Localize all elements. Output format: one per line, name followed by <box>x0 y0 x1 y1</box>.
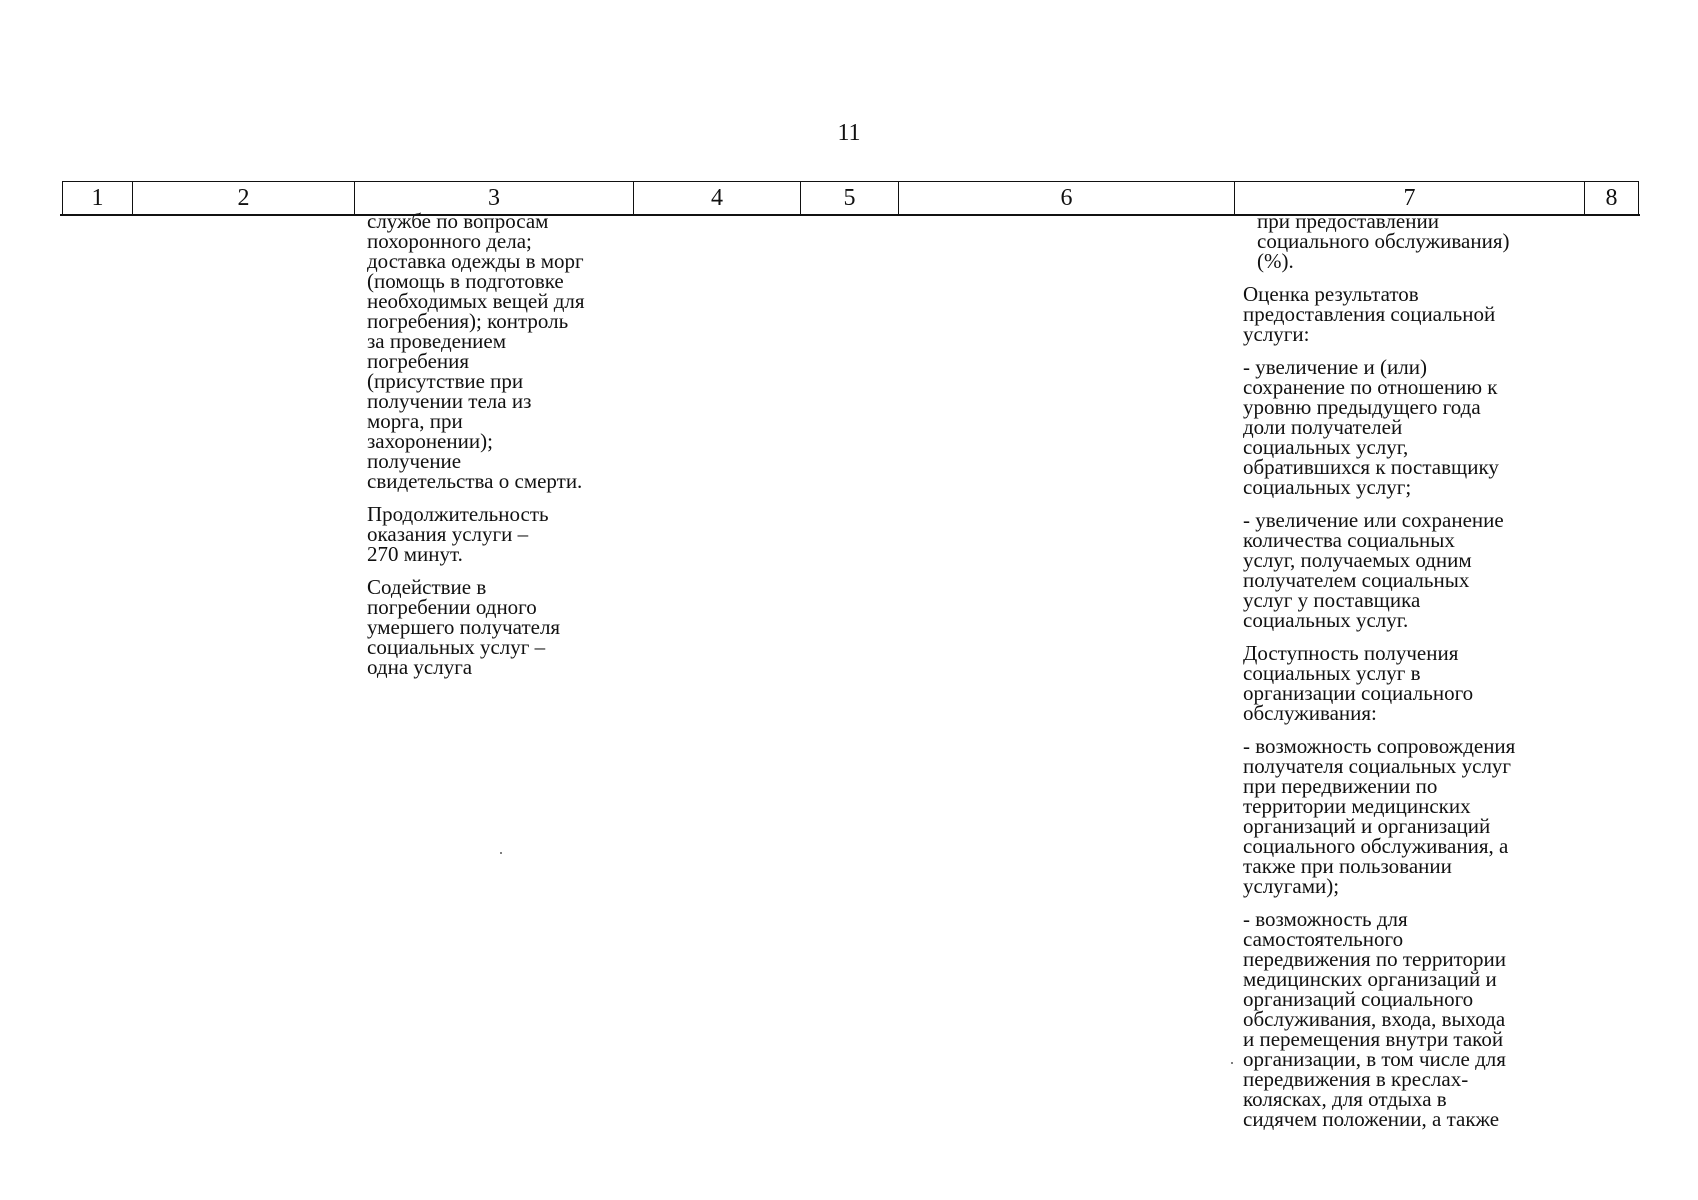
text-line: свидетельства о смерти. <box>367 469 583 493</box>
header-cell-1: 1 <box>63 182 133 215</box>
text-line: погребения); контроль <box>367 309 569 333</box>
text-line: Доступность получения <box>1243 641 1459 665</box>
header-cell-6: 6 <box>899 182 1235 215</box>
col7-assessment-heading <box>1243 284 1588 344</box>
text-line: оказания услуги – <box>367 522 529 546</box>
text-line: социального обслуживания, а <box>1243 834 1509 858</box>
scan-speck <box>1231 1062 1233 1064</box>
col3-volume <box>367 577 637 677</box>
text-line: - увеличение и (или) <box>1243 355 1427 379</box>
text-line: количества социальных <box>1243 528 1455 552</box>
text-line: - возможность для <box>1243 907 1408 931</box>
text-line: передвижения в креслах- <box>1243 1067 1469 1091</box>
col7-bullet-movement <box>1243 909 1588 1129</box>
text-line: Содействие в <box>367 575 487 599</box>
text-line: необходимых вещей для <box>367 289 585 313</box>
col7-bullet-escort <box>1243 736 1588 896</box>
text-line: организаций и организаций <box>1243 814 1491 838</box>
text-line: 270 минут. <box>367 542 463 566</box>
text-line: также при пользовании <box>1243 854 1452 878</box>
text-line: услуги: <box>1243 322 1310 346</box>
text-line: (%). <box>1257 249 1294 273</box>
text-line: получателем социальных <box>1243 568 1470 592</box>
text-line: (помощь в подготовке <box>367 269 564 293</box>
text-line: Оценка результатов <box>1243 282 1419 306</box>
col7-continuation <box>1257 211 1588 271</box>
text-line: медицинских организаций и <box>1243 967 1497 991</box>
text-line: получении тела из <box>367 389 532 413</box>
text-line: территории медицинских <box>1243 794 1471 818</box>
text-line: передвижения по территории <box>1243 947 1506 971</box>
col3-service-description <box>367 211 637 491</box>
scan-speck <box>500 852 502 854</box>
text-line: получателя социальных услуг <box>1243 754 1512 778</box>
col3-duration <box>367 504 637 564</box>
text-line: Продолжительность <box>367 502 549 526</box>
text-line: и перемещения внутри такой <box>1243 1027 1504 1051</box>
text-line: похоронного дела; <box>367 229 532 253</box>
text-line: социальных услуг; <box>1243 475 1412 499</box>
text-line: при передвижении по <box>1243 774 1438 798</box>
text-line: услуг, получаемых одним <box>1243 548 1472 572</box>
text-line: социальных услуг. <box>1243 608 1409 632</box>
col7-bullet-share <box>1243 357 1588 497</box>
text-line: обслуживания: <box>1243 701 1377 725</box>
text-line: захоронении); <box>367 429 493 453</box>
text-line: услуг у поставщика <box>1243 588 1421 612</box>
header-cell-4: 4 <box>634 182 801 215</box>
col7-accessibility-heading <box>1243 643 1588 723</box>
text-line: погребении одного <box>367 595 537 619</box>
text-line: доставка одежды в морг <box>367 249 584 273</box>
text-line: погребения <box>367 349 470 373</box>
column-3-text <box>367 211 637 690</box>
text-line: предоставления социальной <box>1243 302 1496 326</box>
text-line: самостоятельного <box>1243 927 1404 951</box>
text-line: сохранение по отношению к <box>1243 375 1498 399</box>
col7-bullet-quantity <box>1243 510 1588 630</box>
text-line: сидячем положении, а также <box>1243 1107 1500 1131</box>
text-line: при предоставлении <box>1257 209 1439 233</box>
text-line: социального обслуживания) <box>1257 229 1510 253</box>
text-line: службе по вопросам <box>367 209 549 233</box>
text-line: социальных услуг, <box>1243 435 1409 459</box>
text-line: услугами); <box>1243 874 1340 898</box>
text-line: обратившихся к поставщику <box>1243 455 1499 479</box>
text-line: организации, в том числе для <box>1243 1047 1506 1071</box>
header-cell-8: 8 <box>1585 182 1639 215</box>
header-cell-2: 2 <box>133 182 355 215</box>
text-line: (присутствие при <box>367 369 524 393</box>
header-cell-7: 7 <box>1235 182 1585 215</box>
text-line: организации социального <box>1243 681 1474 705</box>
column-7-text <box>1243 211 1588 1142</box>
text-line: колясках, для отдыха в <box>1243 1087 1447 1111</box>
text-line: социальных услуг в <box>1243 661 1421 685</box>
text-line: организаций социального <box>1243 987 1474 1011</box>
text-line: за проведением <box>367 329 507 353</box>
header-cell-3: 3 <box>355 182 634 215</box>
text-line: доли получателей <box>1243 415 1403 439</box>
text-line: одна услуга <box>367 655 473 679</box>
text-line: морга, при <box>367 409 463 433</box>
page-number: 11 <box>837 120 861 146</box>
text-line: уровню предыдущего года <box>1243 395 1481 419</box>
text-line: обслуживания, входа, выхода <box>1243 1007 1506 1031</box>
text-line: - увеличение или сохранение <box>1243 508 1504 532</box>
text-line: социальных услуг – <box>367 635 546 659</box>
header-cell-5: 5 <box>801 182 899 215</box>
text-line: умершего получателя <box>367 615 561 639</box>
text-line: - возможность сопровождения <box>1243 734 1516 758</box>
text-line: получение <box>367 449 462 473</box>
